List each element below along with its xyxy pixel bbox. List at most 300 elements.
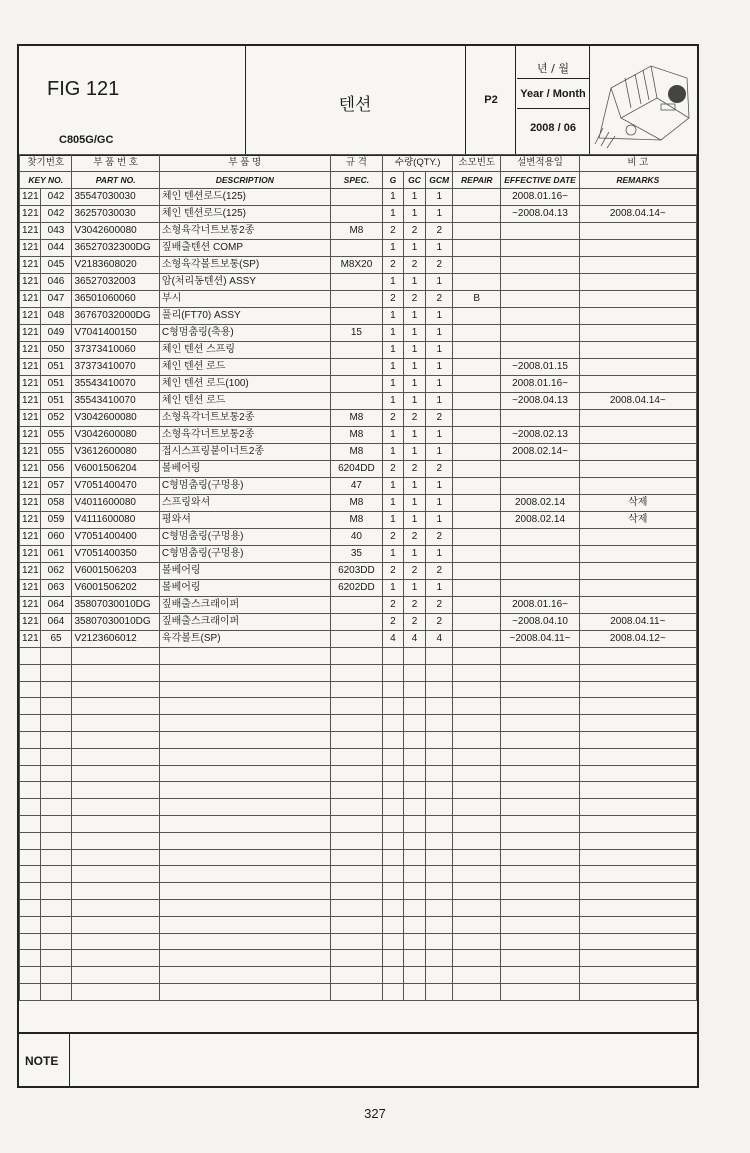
- cell-gc: 2: [403, 614, 426, 631]
- cell-rem: [579, 223, 696, 240]
- cell-fig: 121: [20, 580, 41, 597]
- cell-eff: 2008.02.14: [501, 495, 579, 512]
- cell-spec: [330, 631, 382, 648]
- cell-gc: 1: [403, 580, 426, 597]
- cell-rem: [579, 580, 696, 597]
- cell-fig: 121: [20, 529, 41, 546]
- cell-g: 2: [383, 257, 404, 274]
- cell-key: 049: [40, 325, 72, 342]
- empty-table-row: [20, 731, 697, 748]
- cell-rem: [579, 240, 696, 257]
- cell-key: 055: [40, 444, 72, 461]
- cell-gcm: 1: [426, 580, 453, 597]
- empty-table-row: [20, 866, 697, 883]
- qty-g-header: G: [383, 172, 404, 189]
- cell-rem: [579, 461, 696, 478]
- effective-date-header-ko: 설변적용일: [501, 155, 579, 172]
- cell-spec: [330, 342, 382, 359]
- cell-key: 051: [40, 359, 72, 376]
- cell-spec: [330, 614, 382, 631]
- cell-g: 1: [383, 512, 404, 529]
- cell-desc: 체인 텐션 로드: [159, 393, 330, 410]
- cell-eff: [501, 529, 579, 546]
- table-row: [20, 189, 697, 206]
- empty-table-row: [20, 916, 697, 933]
- cell-gc: 2: [403, 257, 426, 274]
- cell-gcm: 1: [426, 478, 453, 495]
- cell-gcm: 2: [426, 291, 453, 308]
- cell-eff: [501, 308, 579, 325]
- cell-key: 055: [40, 427, 72, 444]
- empty-table-row: [20, 765, 697, 782]
- table-row: [20, 308, 697, 325]
- cell-rem: 2008.04.14~: [579, 393, 696, 410]
- cell-key: 050: [40, 342, 72, 359]
- table-row: [20, 376, 697, 393]
- qty-header-ko: 수량(QTY.): [383, 155, 453, 172]
- cell-key: 046: [40, 274, 72, 291]
- cell-part: V3042600080: [72, 410, 159, 427]
- cell-part: V7051400350: [72, 546, 159, 563]
- table-row: [20, 223, 697, 240]
- cell-g: 2: [383, 614, 404, 631]
- cell-part: V6001506203: [72, 563, 159, 580]
- table-row: [20, 427, 697, 444]
- cell-gc: 2: [403, 223, 426, 240]
- cell-spec: 15: [330, 325, 382, 342]
- qty-gcm-header: GCM: [426, 172, 453, 189]
- cell-rem: [579, 410, 696, 427]
- cell-desc: 볼베어링: [159, 580, 330, 597]
- cell-part: 35807030010DG: [72, 597, 159, 614]
- cell-key: 043: [40, 223, 72, 240]
- cell-g: 4: [383, 631, 404, 648]
- cell-gc: 1: [403, 206, 426, 223]
- cell-fig: 121: [20, 563, 41, 580]
- table-row: [20, 529, 697, 546]
- cell-gcm: 1: [426, 274, 453, 291]
- cell-desc: 소형육각볼트보통(SP): [159, 257, 330, 274]
- cell-part: 36501060060: [72, 291, 159, 308]
- cell-eff: ~2008.04.11~: [501, 631, 579, 648]
- cell-desc: 소형육각너트보통2종: [159, 223, 330, 240]
- cell-spec: M8X20: [330, 257, 382, 274]
- cell-repair: [453, 274, 501, 291]
- cell-fig: 121: [20, 308, 41, 325]
- cell-desc: 소형육각너트보통2종: [159, 427, 330, 444]
- empty-table-row: [20, 799, 697, 816]
- cell-part: V3042600080: [72, 427, 159, 444]
- cell-key: 044: [40, 240, 72, 257]
- cell-eff: 2008.01.16~: [501, 376, 579, 393]
- cell-eff: [501, 257, 579, 274]
- cell-repair: [453, 189, 501, 206]
- cell-gcm: 1: [426, 189, 453, 206]
- cell-gcm: 2: [426, 614, 453, 631]
- cell-gcm: 2: [426, 257, 453, 274]
- cell-gc: 4: [403, 631, 426, 648]
- table-row: [20, 546, 697, 563]
- cell-repair: [453, 359, 501, 376]
- cell-rem: [579, 563, 696, 580]
- cell-part: 37373410060: [72, 342, 159, 359]
- cell-gcm: 2: [426, 563, 453, 580]
- cell-desc: 육각볼트(SP): [159, 631, 330, 648]
- cell-repair: [453, 444, 501, 461]
- cell-eff: ~2008.01.15: [501, 359, 579, 376]
- page-code: P2: [484, 94, 498, 106]
- cell-gc: 1: [403, 444, 426, 461]
- cell-eff: [501, 546, 579, 563]
- cell-eff: ~2008.04.10: [501, 614, 579, 631]
- cell-part: V3042600080: [72, 223, 159, 240]
- empty-table-row: [20, 681, 697, 698]
- parts-sheet: [17, 44, 699, 1088]
- spec-header: SPEC.: [330, 172, 382, 189]
- cell-repair: [453, 512, 501, 529]
- fig-number: FIG 121: [47, 78, 120, 100]
- cell-part: 36767032000DG: [72, 308, 159, 325]
- cell-spec: 6202DD: [330, 580, 382, 597]
- cell-desc: 소형육각너트보통2종: [159, 410, 330, 427]
- cell-rem: [579, 427, 696, 444]
- cell-repair: [453, 546, 501, 563]
- cell-repair: B: [453, 291, 501, 308]
- cell-rem: 삭제: [579, 495, 696, 512]
- cell-fig: 121: [20, 291, 41, 308]
- cell-spec: 6203DD: [330, 563, 382, 580]
- cell-rem: [579, 359, 696, 376]
- cell-gcm: 1: [426, 342, 453, 359]
- cell-desc: C형멈춤링(축용): [159, 325, 330, 342]
- parts-table: [19, 154, 697, 1001]
- cell-gc: 1: [403, 308, 426, 325]
- table-row: [20, 240, 697, 257]
- table-row: [20, 206, 697, 223]
- cell-gcm: 1: [426, 495, 453, 512]
- cell-desc: 체인 텐션 로드: [159, 359, 330, 376]
- cell-gcm: 1: [426, 359, 453, 376]
- cell-rem: [579, 376, 696, 393]
- cell-desc: 짚배출텐션 COMP: [159, 240, 330, 257]
- cell-part: 35543410070: [72, 376, 159, 393]
- cell-desc: 풀리(FT70) ASSY: [159, 308, 330, 325]
- cell-key: 061: [40, 546, 72, 563]
- cell-eff: [501, 478, 579, 495]
- cell-fig: 121: [20, 512, 41, 529]
- cell-key: 048: [40, 308, 72, 325]
- cell-repair: [453, 563, 501, 580]
- cell-spec: M8: [330, 223, 382, 240]
- part-no-header-ko: 부 품 번 호: [72, 155, 159, 172]
- cell-g: 1: [383, 308, 404, 325]
- cell-desc: 부시: [159, 291, 330, 308]
- cell-gcm: 1: [426, 444, 453, 461]
- cell-part: V6001506202: [72, 580, 159, 597]
- empty-table-row: [20, 815, 697, 832]
- cell-g: 2: [383, 410, 404, 427]
- cell-gc: 1: [403, 376, 426, 393]
- cell-gc: 1: [403, 427, 426, 444]
- cell-gc: 2: [403, 461, 426, 478]
- cell-gc: 1: [403, 495, 426, 512]
- empty-table-row: [20, 950, 697, 967]
- cell-part: V4111600080: [72, 512, 159, 529]
- cell-key: 062: [40, 563, 72, 580]
- cell-eff: [501, 461, 579, 478]
- cell-eff: [501, 223, 579, 240]
- cell-g: 2: [383, 563, 404, 580]
- cell-key: 045: [40, 257, 72, 274]
- cell-gcm: 2: [426, 410, 453, 427]
- cell-rem: 2008.04.12~: [579, 631, 696, 648]
- cell-gc: 1: [403, 189, 426, 206]
- cell-repair: [453, 410, 501, 427]
- empty-table-row: [20, 983, 697, 1000]
- cell-spec: M8: [330, 427, 382, 444]
- cell-gcm: 4: [426, 631, 453, 648]
- table-row: [20, 597, 697, 614]
- cell-part: V7041400150: [72, 325, 159, 342]
- cell-part: V7051400470: [72, 478, 159, 495]
- cell-key: 051: [40, 393, 72, 410]
- cell-gcm: 1: [426, 308, 453, 325]
- cell-desc: 체인 텐션로드(125): [159, 206, 330, 223]
- cell-fig: 121: [20, 597, 41, 614]
- cell-fig: 121: [20, 240, 41, 257]
- cell-rem: [579, 325, 696, 342]
- cell-eff: [501, 580, 579, 597]
- cell-gcm: 1: [426, 240, 453, 257]
- cell-part: V7051400400: [72, 529, 159, 546]
- cell-spec: [330, 240, 382, 257]
- page-number: 327: [364, 1106, 386, 1121]
- cell-rem: [579, 444, 696, 461]
- cell-eff: 2008.02.14: [501, 512, 579, 529]
- cell-eff: 2008.02.14~: [501, 444, 579, 461]
- cell-gcm: 1: [426, 206, 453, 223]
- cell-rem: [579, 478, 696, 495]
- description-header: DESCRIPTION: [159, 172, 330, 189]
- table-row: [20, 461, 697, 478]
- cell-rem: [579, 274, 696, 291]
- cell-spec: 40: [330, 529, 382, 546]
- cell-repair: [453, 376, 501, 393]
- cell-gc: 2: [403, 563, 426, 580]
- cell-g: 1: [383, 393, 404, 410]
- cell-fig: 121: [20, 444, 41, 461]
- table-row: [20, 478, 697, 495]
- key-no-header: KEY NO.: [20, 172, 72, 189]
- cell-desc: 접시스프링붙이너트2종: [159, 444, 330, 461]
- cell-desc: 스프링와셔: [159, 495, 330, 512]
- cell-gc: 1: [403, 274, 426, 291]
- cell-rem: [579, 291, 696, 308]
- note-section: [19, 1032, 697, 1088]
- cell-desc: 볼베어링: [159, 563, 330, 580]
- table-row: [20, 359, 697, 376]
- cell-fig: 121: [20, 325, 41, 342]
- cell-eff: [501, 291, 579, 308]
- table-row: [20, 393, 697, 410]
- cell-g: 2: [383, 597, 404, 614]
- cell-key: 042: [40, 206, 72, 223]
- cell-desc: 볼베어링: [159, 461, 330, 478]
- cell-eff: 2008.01.16~: [501, 597, 579, 614]
- cell-eff: [501, 274, 579, 291]
- cell-desc: 암(처리동텐션) ASSY: [159, 274, 330, 291]
- empty-table-row: [20, 664, 697, 681]
- repair-header-ko: 소모빈도: [453, 155, 501, 172]
- cell-desc: 평와셔: [159, 512, 330, 529]
- cell-key: 063: [40, 580, 72, 597]
- cell-rem: 2008.04.14~: [579, 206, 696, 223]
- cell-repair: [453, 427, 501, 444]
- year-month-label-en: Year / Month: [520, 88, 586, 100]
- cell-repair: [453, 223, 501, 240]
- cell-g: 1: [383, 427, 404, 444]
- cell-fig: 121: [20, 495, 41, 512]
- cell-fig: 121: [20, 359, 41, 376]
- table-row: [20, 257, 697, 274]
- empty-table-row: [20, 849, 697, 866]
- repair-header: REPAIR: [453, 172, 501, 189]
- cell-g: 1: [383, 495, 404, 512]
- cell-repair: [453, 529, 501, 546]
- table-row: [20, 274, 697, 291]
- cell-gcm: 1: [426, 546, 453, 563]
- cell-eff: [501, 563, 579, 580]
- cell-g: 1: [383, 580, 404, 597]
- cell-part: 36257030030: [72, 206, 159, 223]
- cell-part: V3612600080: [72, 444, 159, 461]
- cell-spec: [330, 376, 382, 393]
- cell-gc: 2: [403, 291, 426, 308]
- table-row: [20, 325, 697, 342]
- cell-rem: [579, 342, 696, 359]
- cell-g: 2: [383, 291, 404, 308]
- cell-repair: [453, 597, 501, 614]
- table-row: [20, 512, 697, 529]
- table-row: [20, 631, 697, 648]
- cell-g: 1: [383, 376, 404, 393]
- cell-desc: C형멈춤링(구멍용): [159, 546, 330, 563]
- cell-fig: 121: [20, 223, 41, 240]
- cell-spec: M8: [330, 410, 382, 427]
- cell-spec: [330, 308, 382, 325]
- empty-table-row: [20, 698, 697, 715]
- cell-eff: ~2008.04.13: [501, 393, 579, 410]
- empty-table-row: [20, 933, 697, 950]
- cell-desc: 체인 텐션 스프링: [159, 342, 330, 359]
- empty-table-row: [20, 782, 697, 799]
- empty-table-row: [20, 832, 697, 849]
- cell-spec: [330, 291, 382, 308]
- cell-eff: [501, 342, 579, 359]
- cell-key: 65: [40, 631, 72, 648]
- cell-repair: [453, 257, 501, 274]
- page-title: 텐션: [338, 95, 372, 115]
- cell-fig: 121: [20, 410, 41, 427]
- cell-g: 1: [383, 189, 404, 206]
- remarks-header-ko: 비 고: [579, 155, 696, 172]
- table-row: [20, 614, 697, 631]
- cell-gc: 1: [403, 342, 426, 359]
- cell-repair: [453, 325, 501, 342]
- cell-part: 35547030030: [72, 189, 159, 206]
- cell-desc: 체인 텐션 로드(100): [159, 376, 330, 393]
- cell-g: 2: [383, 461, 404, 478]
- cell-g: 1: [383, 359, 404, 376]
- combine-harvester-illustration: [591, 48, 695, 150]
- cell-key: 057: [40, 478, 72, 495]
- parts-table-body: [20, 189, 697, 1001]
- cell-key: 064: [40, 597, 72, 614]
- table-row: [20, 291, 697, 308]
- model-name: C805G/GC: [59, 134, 114, 146]
- cell-repair: [453, 461, 501, 478]
- cell-key: 051: [40, 376, 72, 393]
- effective-date-header: EFFECTIVE DATE: [501, 172, 579, 189]
- cell-part: V6001506204: [72, 461, 159, 478]
- table-row: [20, 410, 697, 427]
- cell-g: 2: [383, 529, 404, 546]
- cell-g: 2: [383, 223, 404, 240]
- table-row: [20, 563, 697, 580]
- cell-fig: 121: [20, 206, 41, 223]
- remarks-header: REMARKS: [579, 172, 696, 189]
- empty-table-row: [20, 883, 697, 900]
- cell-repair: [453, 240, 501, 257]
- cell-g: 1: [383, 240, 404, 257]
- cell-rem: 삭제: [579, 512, 696, 529]
- table-row: [20, 444, 697, 461]
- cell-spec: [330, 189, 382, 206]
- cell-fig: 121: [20, 257, 41, 274]
- cell-desc: 짚배출스크래이퍼: [159, 597, 330, 614]
- spec-header-ko: 규 격: [330, 155, 382, 172]
- cell-part: 35807030010DG: [72, 614, 159, 631]
- qty-gc-header: GC: [403, 172, 426, 189]
- sheet-header: [19, 46, 697, 156]
- cell-key: 059: [40, 512, 72, 529]
- cell-fig: 121: [20, 461, 41, 478]
- cell-rem: [579, 546, 696, 563]
- empty-table-row: [20, 899, 697, 916]
- cell-g: 1: [383, 206, 404, 223]
- cell-g: 1: [383, 342, 404, 359]
- cell-spec: [330, 393, 382, 410]
- cell-fig: 121: [20, 393, 41, 410]
- cell-gcm: 1: [426, 393, 453, 410]
- cell-rem: 2008.04.11~: [579, 614, 696, 631]
- cell-repair: [453, 631, 501, 648]
- cell-spec: [330, 274, 382, 291]
- cell-gcm: 2: [426, 529, 453, 546]
- cell-fig: 121: [20, 427, 41, 444]
- cell-part: 36527032003: [72, 274, 159, 291]
- cell-fig: 121: [20, 478, 41, 495]
- cell-rem: [579, 189, 696, 206]
- cell-fig: 121: [20, 342, 41, 359]
- cell-repair: [453, 342, 501, 359]
- cell-gc: 1: [403, 478, 426, 495]
- table-row: [20, 580, 697, 597]
- cell-gcm: 1: [426, 512, 453, 529]
- cell-gc: 1: [403, 359, 426, 376]
- cell-key: 060: [40, 529, 72, 546]
- note-label: NOTE: [25, 1054, 59, 1068]
